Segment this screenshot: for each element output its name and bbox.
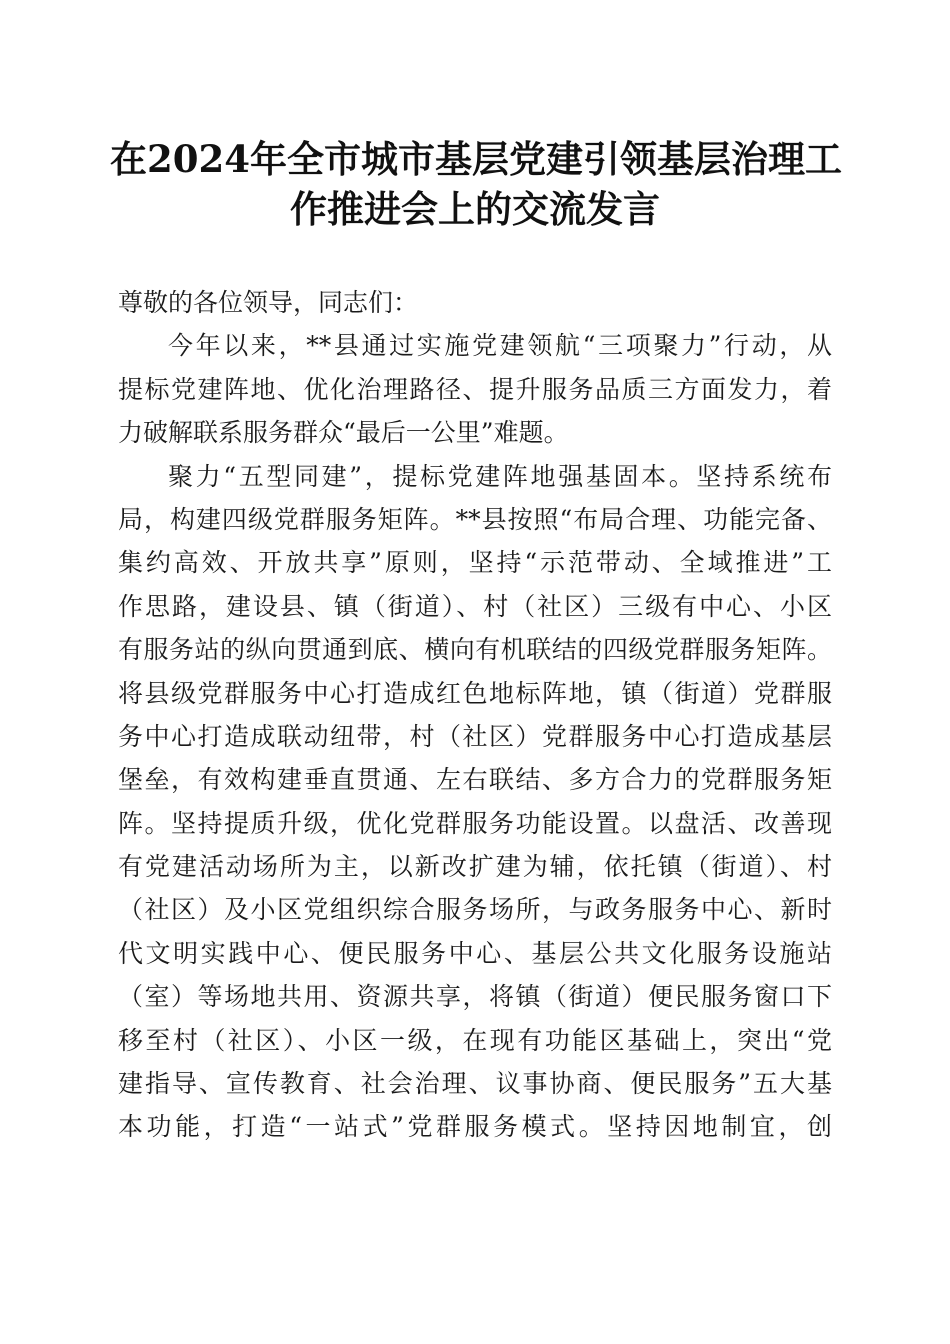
paragraph-2-line: 局，构建四级党群服务矩阵。**县按照“布局合理、功能完备、 — [118, 504, 832, 534]
title-line-1: 在2024年全市城市基层党建引领基层治理工 — [110, 137, 842, 181]
paragraph-2-line: 有服务站的纵向贯通到底、横向有机联结的四级党群服务矩阵。 — [118, 635, 832, 665]
paragraph-2-line: 阵。坚持提质升级，优化党群服务功能设置。以盘活、改善现 — [118, 808, 832, 838]
document-body — [118, 281, 832, 1149]
title-line-2: 作推进会上的交流发言 — [290, 187, 660, 231]
paragraph-2-line: 移至村（社区）、小区一级，在现有功能区基础上，突出“党 — [118, 1025, 832, 1055]
paragraph-2-line: 堡垒，有效构建垂直贯通、左右联结、多方合力的党群服务矩 — [118, 765, 832, 795]
document-title — [110, 134, 840, 234]
paragraph-1-line: 力破解联系服务群众“最后一公里”难题。 — [118, 418, 569, 448]
paragraph-2-line: （室）等场地共用、资源共享，将镇（街道）便民服务窗口下 — [118, 982, 832, 1012]
paragraph-2-line: （社区）及小区党组织综合服务场所，与政务服务中心、新时 — [118, 895, 832, 925]
salutation: 尊敬的各位领导，同志们： — [118, 288, 419, 317]
paragraph-1-line: 提标党建阵地、优化治理路径、提升服务品质三方面发力，着 — [118, 374, 832, 404]
paragraph-2-line: 建指导、宣传教育、社会治理、议事协商、便民服务”五大基 — [118, 1069, 832, 1099]
paragraph-1-line: 今年以来，**县通过实施党建领航“三项聚力”行动，从 — [168, 331, 832, 361]
paragraph-2-line: 务中心打造成联动纽带，村（社区）党群服务中心打造成基层 — [118, 721, 832, 751]
paragraph-2-line: 本功能，打造“一站式”党群服务模式。坚持因地制宜，创 — [118, 1112, 832, 1142]
paragraph-2-line: 集约高效、开放共享”原则，坚持“示范带动、全域推进”工 — [118, 548, 832, 578]
paragraph-2-line: 将县级党群服务中心打造成红色地标阵地，镇（街道）党群服 — [118, 678, 832, 708]
paragraph-2-line: 代文明实践中心、便民服务中心、基层公共文化服务设施站 — [118, 938, 832, 968]
paragraph-2-line: 作思路，建设县、镇（街道）、村（社区）三级有中心、小区 — [118, 591, 832, 621]
paragraph-2-line: 有党建活动场所为主，以新改扩建为辅，依托镇（街道）、村 — [118, 852, 832, 882]
paragraph-2-line: 聚力“五型同建”，提标党建阵地强基固本。坚持系统布 — [168, 461, 832, 491]
